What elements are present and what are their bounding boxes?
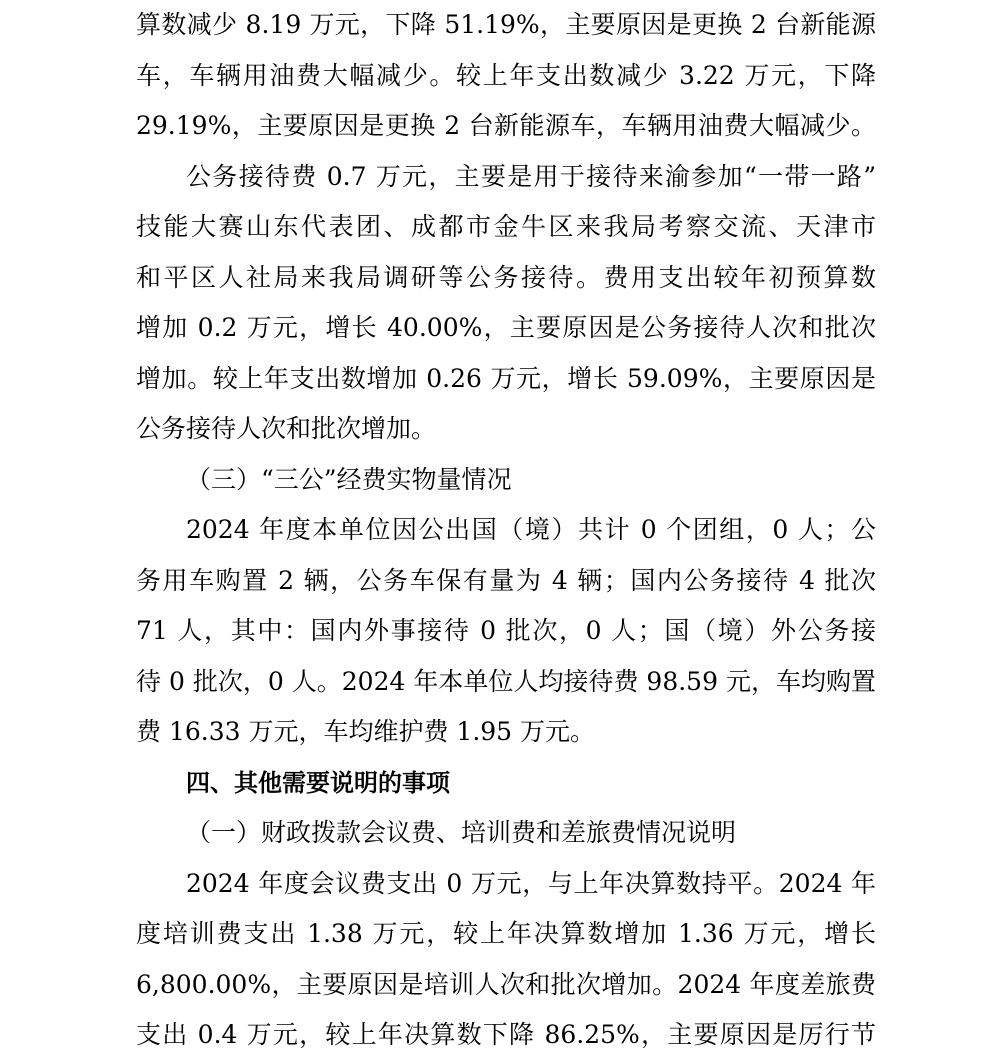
section-heading: （三）“三公”经费实物量情况	[186, 465, 512, 494]
text-line: 车，车辆用油费大幅减少。较上年支出数减少 3.22 万元，下降	[136, 61, 876, 90]
text-line: 技能大赛山东代表团、成都市金牛区来我局考察交流、天津市	[136, 212, 876, 241]
text-line: 公务接待费 0.7 万元，主要是用于接待来渝参加“一带一路”	[186, 162, 876, 191]
text-line: 支出 0.4 万元，较上年决算数下降 86.25%，主要原因是厉行节	[136, 1020, 876, 1049]
section-heading: （一）财政拨款会议费、培训费和差旅费情况说明	[186, 818, 737, 847]
text-line: 度培训费支出 1.38 万元，较上年决算数增加 1.36 万元，增长	[136, 919, 876, 948]
text-line: 增加 0.2 万元，增长 40.00%，主要原因是公务接待人次和批次	[136, 313, 876, 342]
document-page	[136, 0, 876, 1056]
text-line: 算数减少 8.19 万元，下降 51.19%，主要原因是更换 2 台新能源	[136, 10, 876, 39]
text-line: 待 0 批次，0 人。2024 年本单位人均接待费 98.59 元，车均购置	[136, 667, 876, 696]
text-line: 增加。较上年支出数增加 0.26 万元，增长 59.09%，主要原因是	[136, 364, 876, 393]
text-line: 71 人，其中：国内外事接待 0 批次，0 人；国（境）外公务接	[136, 616, 876, 645]
text-line: 务用车购置 2 辆，公务车保有量为 4 辆；国内公务接待 4 批次	[136, 566, 876, 595]
text-line: 2024 年度本单位因公出国（境）共计 0 个团组，0 人；公	[186, 515, 876, 544]
text-line: 29.19%，主要原因是更换 2 台新能源车，车辆用油费大幅减少。	[136, 111, 876, 140]
text-line: 费 16.33 万元，车均维护费 1.95 万元。	[136, 717, 596, 746]
chapter-heading: 四、其他需要说明的事项	[186, 769, 450, 797]
text-line: 和平区人社局来我局调研等公务接待。费用支出较年初预算数	[136, 263, 876, 292]
text-line: 2024 年度会议费支出 0 万元，与上年决算数持平。2024 年	[186, 869, 876, 898]
text-line: 公务接待人次和批次增加。	[136, 414, 437, 443]
text-line: 6,800.00%，主要原因是培训人次和批次增加。2024 年度差旅费	[136, 970, 876, 999]
